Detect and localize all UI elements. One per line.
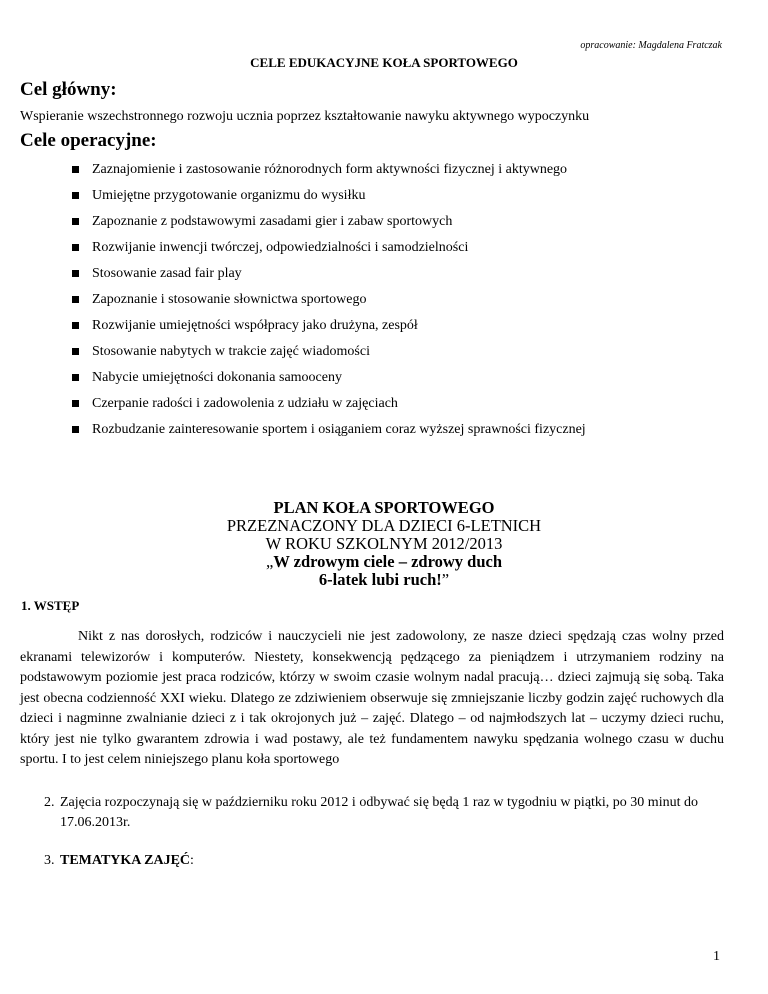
introduction-paragraph: Nikt z nas dorosłych, rodziców i nauczycieli nie jest zadowolony, ze nasze dzieci spędzają czas wolny przed ekranami telewizorów i komputerów. Niestety, konsekwencją pędzącego za pieniądzem i utrzymaniem rodziny na podstawowym poziomie jest praca rodziców, którzy w swoim czasie wolnym nadal pracują… dzieci zajmują się sobą. Taka jest obecna codzienność XXI wieku. Dlatego ze zdziwieniem obserwuje się zmniejszanie liczby godzin zajęć ruchowych dla dzieci i nagminne zwalnianie dzieci z i tak okrojonych już – zajęć. Dlatego – od najmłodszych lat – uczymy dzieci ruchu, który jest nie tylko gwarantem zdrowia i wad postawy, ale też fundamentem nawyku spędzania wolnego czasu w duchu sportu. I to jest celem niniejszego planu koła sportowego (20, 629, 724, 767)
section-number: 3. (44, 853, 55, 868)
list-item: Czerpanie radości i zadowolenia z udziału w zajęciach (72, 391, 586, 417)
list-item: Zaznajomienie i zastosowanie różnorodnych form aktywności fizycznej i aktywnego (72, 157, 586, 183)
square-bullet-icon (72, 244, 79, 251)
list-item: Zapoznanie i stosowanie słownictwa sportowego (72, 287, 586, 313)
plan-motto-line1: „W zdrowym ciele – zdrowy duch (265, 552, 503, 571)
square-bullet-icon (72, 400, 79, 407)
plan-title-block (0, 499, 768, 589)
square-bullet-icon (72, 374, 79, 381)
section-schedule (44, 793, 725, 833)
plan-subtitle-age: PRZEZNACZONY DLA DZIECI 6-LETNICH (226, 516, 542, 535)
square-bullet-icon (72, 218, 79, 225)
main-goal-heading: Cel główny: (20, 79, 117, 100)
list-item: Nabycie umiejętności dokonania samooceny (72, 365, 586, 391)
page-number: 1 (713, 949, 720, 964)
square-bullet-icon (72, 192, 79, 199)
plan-motto-line2: 6-latek lubi ruch!” (318, 570, 450, 589)
main-goal-text: Wspieranie wszechstronnego rozwoju ucznia poprzez kształtowanie nawyku aktywnego wypoczynku (20, 109, 590, 124)
list-item: Rozwijanie umiejętności współpracy jako drużyna, zespół (72, 313, 586, 339)
list-item: Umiejętne przygotowanie organizmu do wysiłku (72, 183, 586, 209)
operational-goals-heading: Cele operacyjne: (20, 130, 157, 151)
section-topics: 3. TEMATYKA ZAJĘĆ: (60, 851, 194, 871)
square-bullet-icon (72, 322, 79, 329)
square-bullet-icon (72, 296, 79, 303)
list-item: Rozwijanie inwencji twórczej, odpowiedzialności i samodzielności (72, 235, 586, 261)
section-number: 2. (44, 795, 55, 810)
square-bullet-icon (72, 166, 79, 173)
list-item: Zapoznanie z podstawowymi zasadami gier i zabaw sportowych (72, 209, 586, 235)
document-title: CELE EDUKACYJNE KOŁA SPORTOWEGO (250, 55, 518, 70)
author-note: opracowanie: Magdalena Fratczak (580, 40, 722, 51)
plan-title: PLAN KOŁA SPORTOWEGO (273, 498, 495, 517)
section-introduction-heading: 1. WSTĘP (21, 598, 80, 613)
square-bullet-icon (72, 270, 79, 277)
topics-heading: TEMATYKA ZAJĘĆ (60, 853, 191, 868)
list-item: Stosowanie zasad fair play (72, 261, 586, 287)
square-bullet-icon (72, 426, 79, 433)
list-item: Rozbudzanie zainteresowanie sportem i osiąganiem coraz wyższej sprawności fizycznej (72, 417, 586, 443)
plan-subtitle-year: W ROKU SZKOLNYM 2012/2013 (265, 534, 503, 553)
list-item: Stosowanie nabytych w trakcie zajęć wiadomości (72, 339, 586, 365)
operational-goals-list (72, 157, 586, 443)
schedule-text: Zajęcia rozpoczynają się w październiku roku 2012 i odbywać się będą 1 raz w tygodniu w piątki, po 30 minut do 17.06.2013r. (60, 795, 698, 830)
square-bullet-icon (72, 348, 79, 355)
